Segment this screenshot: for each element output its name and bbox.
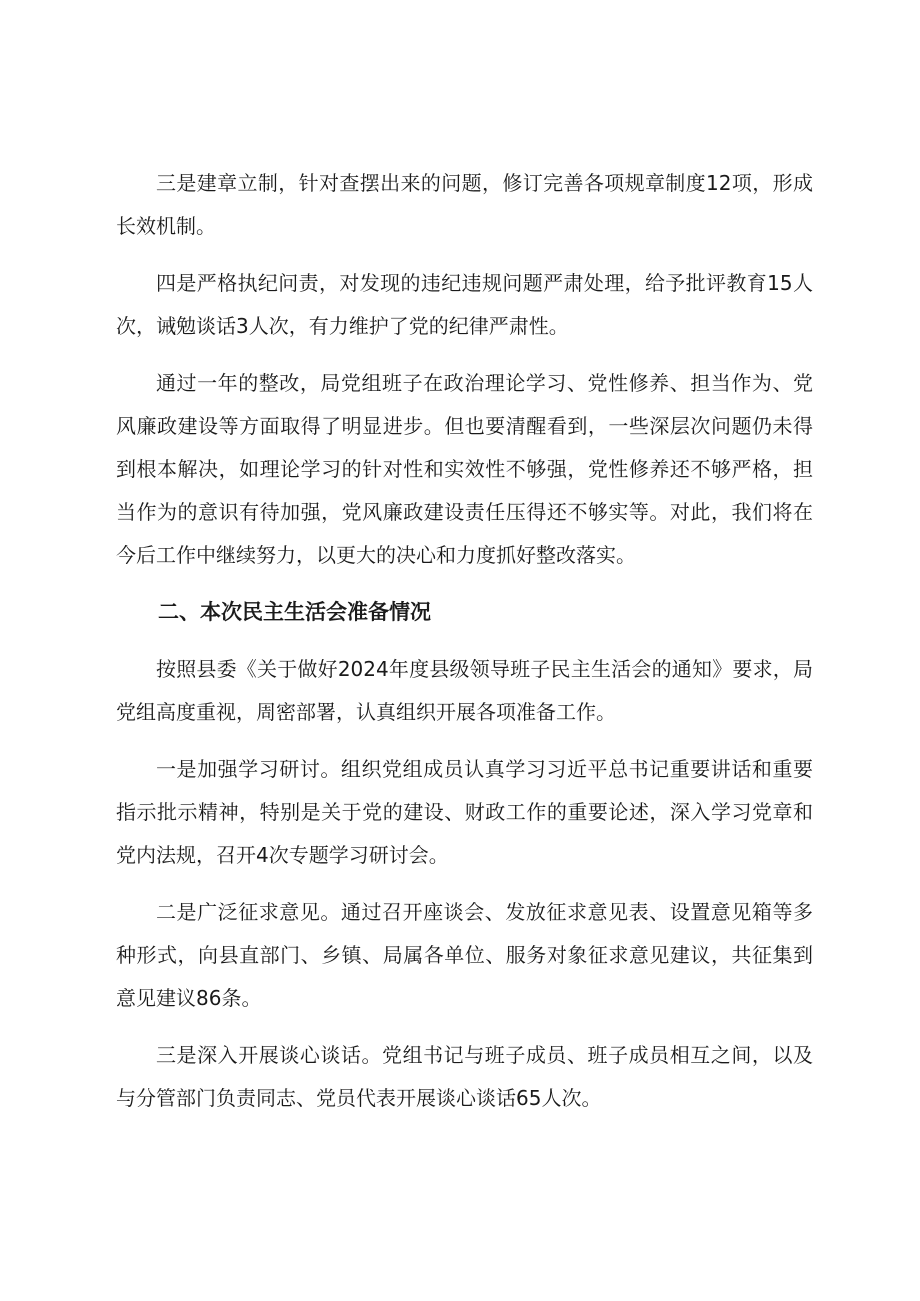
document-body bbox=[116, 162, 813, 1134]
paragraph-heart-to-heart-talks: 三是深入开展谈心谈话。党组书记与班子成员、班子成员相互之间，以及与分管部门负责同志、党员代表开展谈心谈话65人次。 bbox=[116, 1043, 813, 1110]
paragraph-study-discussion: 一是加强学习研讨。组织党组成员认真学习习近平总书记重要讲话和重要指示批示精神，特别是关于党的建设、财政工作的重要论述，深入学习党章和党内法规，召开4次专题学习研讨会。 bbox=[116, 757, 813, 867]
paragraph-discipline-accountability: 四是严格执纪问责，对发现的违纪违规问题严肃处理，给予批评教育15人次，诫勉谈话3人次，有力维护了党的纪律严肃性。 bbox=[116, 271, 813, 338]
paragraph-rules-system: 三是建章立制，针对查摆出来的问题，修订完善各项规章制度12项，形成长效机制。 bbox=[116, 171, 813, 238]
paragraph-rectification-summary: 通过一年的整改，局党组班子在政治理论学习、党性修养、担当作为、党风廉政建设等方面取得了明显进步。但也要清醒看到，一些深层次问题仍未得到根本解决，如理论学习的针对性和实效性不够强，党性修养还不够严格，担当作为的意识有待加强，党风廉政建设责任压得还不够实等。对此，我们将在今后工作中继续努力，以更大的决心和力度抓好整改落实。 bbox=[116, 371, 813, 567]
paragraph-solicit-opinions: 二是广泛征求意见。通过召开座谈会、发放征求意见表、设置意见箱等多种形式，向县直部门、乡镇、局属各单位、服务对象征求意见建议，共征集到意见建议86条。 bbox=[116, 900, 813, 1010]
section-heading: 二、本次民主生活会准备情况 bbox=[158, 600, 431, 624]
paragraph-preparation-overview: 按照县委《关于做好2024年度县级领导班子民主生活会的通知》要求，局党组高度重视，周密部署，认真组织开展各项准备工作。 bbox=[116, 657, 813, 724]
